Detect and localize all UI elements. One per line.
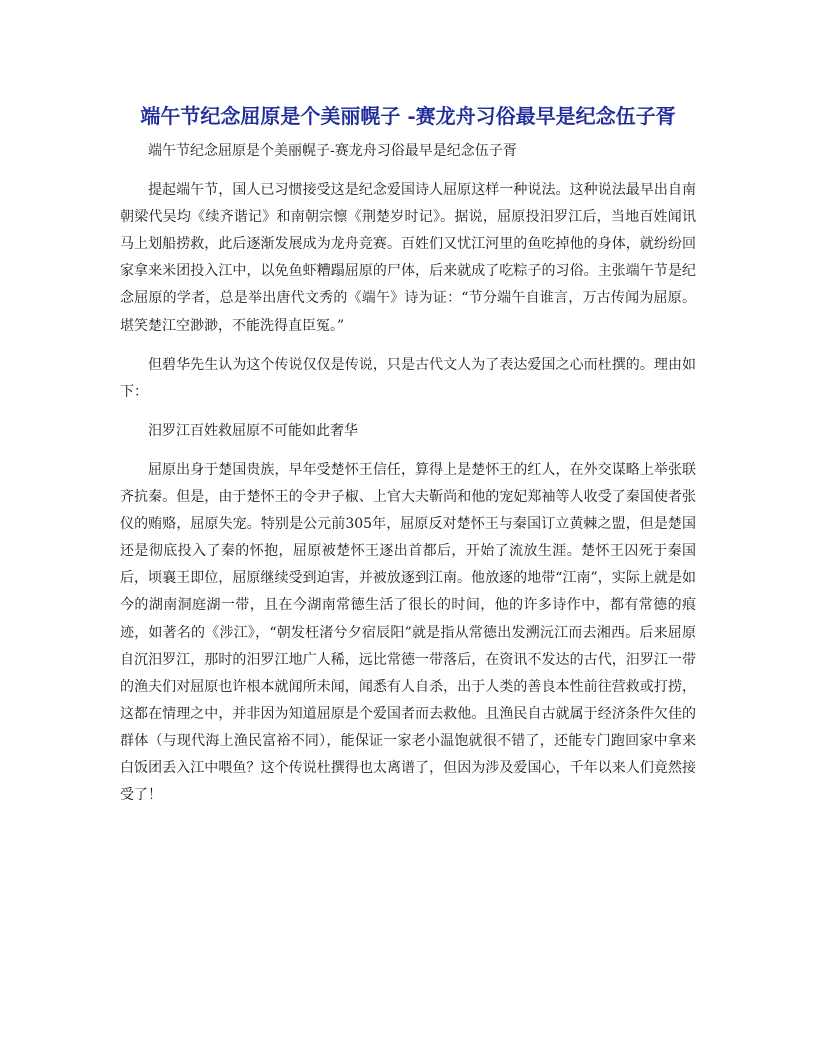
subtitle-paragraph: 端午节纪念屈原是个美丽幌子-赛龙舟习俗最早是纪念伍子胥 — [148, 143, 517, 159]
section-heading: 汨罗江百姓救屈原不可能如此奢华 — [148, 422, 358, 439]
body-paragraph: 但碧华先生认为这个传说仅仅是传说，只是古代文人为了表达爱国之心而杜撰的。理由如下： — [120, 356, 696, 400]
body-paragraph: 屈原出身于楚国贵族，早年受楚怀王信任，算得上是楚怀王的红人，在外交谋略上举张联齐抗秦。但是，由于楚怀王的令尹子椒、上官大夫靳尚和他的宠妃郑袖等人收受了秦国使者张仪的贿赂，屈原失宠。特别是公元前305年，屈原反对楚怀王与秦国订立黄棘之盟，但是楚国还是彻底投入了秦的怀抱，屈原被楚怀王逐出首都后，开始了流放生涯。楚怀王囚死于秦国后，顷襄王即位，屈原继续受到迫害，并被放逐到江南。他放逐的地带“江南”，实际上就是如今的湖南洞庭湖一带，且在今湖南常德生活了很长的时间，他的许多诗作中，都有常德的痕迹，如著名的《涉江》，“朝发枉渚兮夕宿辰阳”就是指从常德出发溯沅江而去湘西。后来屈原自沉汨罗江，那时的汨罗江地广人稀，远比常德一带落后，在资讯不发达的古代，汨罗江一带的渔夫们对屈原也许根本就闻所未闻，闻悉有人自杀，出于人类的善良本性前往营救或打捞，这都在情理之中，并非因为知道屈原是个爱国者而去救他。且渔民自古就属于经济条件欠佳的群体（与现代海上渔民富裕不同），能保证一家老小温饱就很不错了，还能专门跑回家中拿来白饭团丢入江中喂鱼？这个传说杜撰得也太离谱了，但因为涉及爱国心，千年以来人们竟然接受了！ — [120, 461, 696, 804]
body-paragraph: 提起端午节，国人已习惯接受这是纪念爱国诗人屈原这样一种说法。这种说法最早出自南朝梁代吴均《续齐谐记》和南朝宗懔《荆楚岁时记》。据说，屈原投汨罗江后，当地百姓闻讯马上划船捞救，此后逐渐发展成为龙舟竞赛。百姓们又忧江河里的鱼吃掉他的身体，就纷纷回家拿来米团投入江中，以免鱼虾糟蹋屈原的尸体，后来就成了吃粽子的习俗。主张端午节是纪念屈原的学者，总是举出唐代文秀的《端午》诗为证：“节分端午自谁言，万古传闻为屈原。堪笑楚江空渺渺，不能洗得直臣冤。” — [120, 182, 696, 334]
document-title: 端午节纪念屈原是个美丽幌子 -赛龙舟习俗最早是纪念伍子胥 — [140, 104, 676, 128]
document-body — [120, 138, 696, 809]
